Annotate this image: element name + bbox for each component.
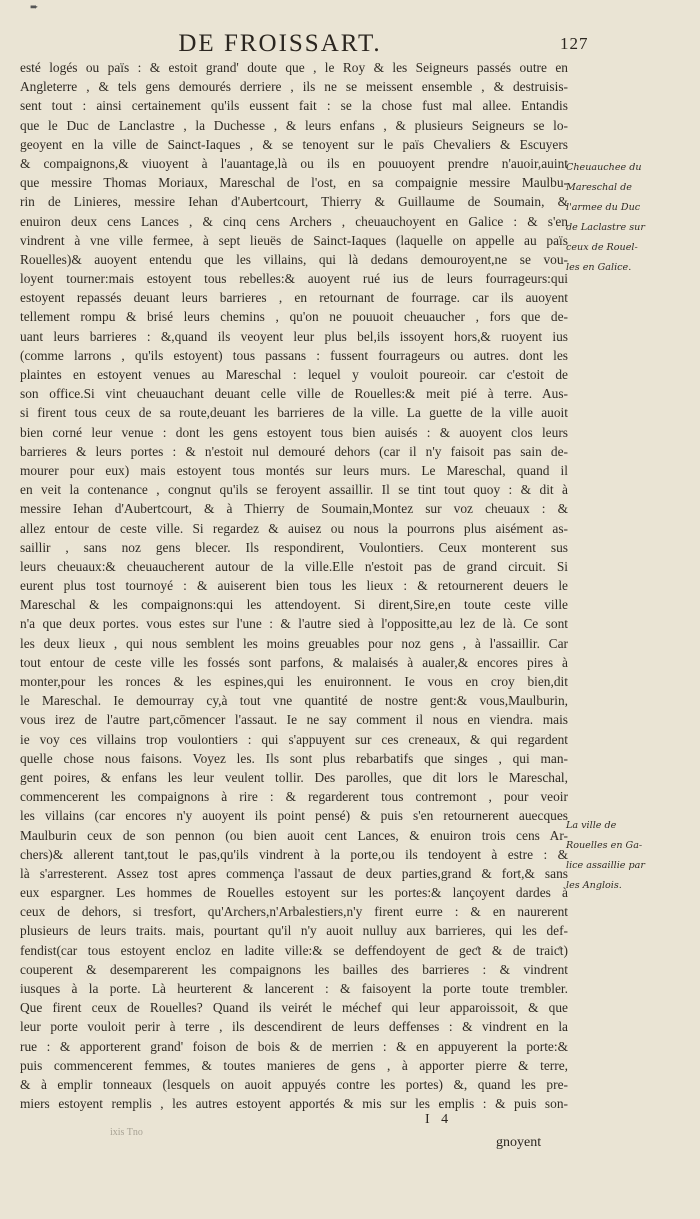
text-line: rin de Linieres, messire Iehan d'Aubertcourt, Thierry & Guillaume de Soumain, &	[20, 194, 568, 210]
text-line: que le Duc de Lanclastre , la Duchesse , & leurs enfans , & plusieurs Seigneurs se lo-	[20, 117, 568, 133]
text-line: quelle chose nous faisons. Voyez les. Ils sont plus rebarbatifs que singes , qui man-	[20, 750, 568, 766]
margin-note-line: l'armee du Duc	[566, 202, 641, 213]
margin-note-line: ceux de Rouel-	[566, 242, 638, 253]
text-line: uant leurs barrieres : &,quand ils veoyent leur plus bel,ils issoyent hors,& ruoyent ius	[20, 328, 568, 344]
margin-note-line: Rouelles en Ga-	[566, 840, 643, 851]
text-line: ie voy ces villains trop voulontiers : qui s'appuyent sur ces creneaux, & qui regardent	[20, 731, 568, 747]
margin-note-line: de Laclastre sur	[566, 222, 645, 233]
text-line: loyent tourner:mais estoyent tous rebelles:& auoyent rué ius de leurs fourrageurs:qui	[20, 271, 568, 287]
text-line: (comme larrons , qu'ils estoyent) tous passans : fussent fourrageurs ou autres. dont les	[20, 347, 568, 363]
text-line: miers estoyent remplis , les autres estoyent apportés & mis sur les emplis : & puis son-	[20, 1096, 568, 1112]
margin-note-line: La ville de	[566, 820, 617, 831]
margin-note-line: Mareschal de	[566, 182, 632, 193]
text-line: sent tout : ainsi certainement qu'ils eussent fait : se la chose fust mal allee. Entandis	[20, 98, 568, 114]
text-line: gent poires, & enfans les leur veulent tollir. Des parolles, que dit lors le Mareschal,	[20, 769, 568, 785]
text-line: saillir , sans noz gens blecer. Ils respondirent, Voulontiers. Ceux monterent sus	[20, 539, 568, 555]
text-line: plusieurs de leurs traits. mais, pourtant qu'il n'y auoit nulluy aux barrieres, qui les def-	[20, 923, 568, 939]
text-line: le Mareschal. Ie demourray cy,à tout vne quantité de nostre gent:& vous,Maulburin,	[20, 693, 568, 709]
text-line: commencerent les compaignons à rire : & regarderent tous contremont , pour veoir	[20, 789, 568, 805]
text-line: plaintes en estoyent venues au Mareschal : lequel y vouloit poureoir. car c'estoit de	[20, 367, 568, 382]
margin-note-line: les Anglois.	[566, 880, 622, 891]
text-line: enuiron deux cens Lances , & cinq cens Archers , cheuauchoyent en Galice : & s'en	[20, 213, 568, 229]
corner-mark: ➨	[30, 2, 39, 13]
text-line: geoyent en la ville de Sainct-Iaques , & se tenoyent sur le païs Chevaliers & Escuyers	[20, 136, 568, 152]
text-line: esté logés ou païs : & estoit grand' doute que , le Roy & les Seigneurs passés outre en	[20, 60, 568, 75]
text-line: & compaignons,& viuoyent à l'auantage,là ou ils en pouuoyent prendre n'auoir,auint	[20, 155, 568, 171]
text-line: allez entour de ceste ville. Si regardez & auisez ou nous la pourrons plus aisément as-	[20, 520, 568, 536]
text-line: vous irez de l'autre part,cōmencer l'assaut. Ie ne say comment il nous en viendra. mais	[20, 712, 568, 728]
margin-note-cheuauchee	[566, 158, 686, 278]
text-line: barrieres & leurs portes : & n'estoit nul demouré dehors (car il n'y faisoit pas sain de-	[20, 443, 568, 459]
page-number: 127	[560, 34, 589, 53]
text-line: chers)& allerent tant,tout le pas,qu'ils vindrent à la porte,ou ils tendoyent à estre : &	[20, 846, 568, 862]
text-line: les deux lieux , qui nous semblent les moins greuables pour noz gens , à l'assaillir. Car	[20, 635, 568, 651]
body-text	[20, 58, 568, 1113]
margin-note-rouelles	[566, 816, 686, 896]
running-head: DE FROISSART.	[178, 30, 382, 57]
text-line: si firent tous ceux de sa route,deuant les barrieres de la ville. La guette de la ville auoit	[20, 405, 568, 421]
text-line: eux espargner. Les hommes de Rouelles estoyent sur les portes:& lançoyent dardes à	[20, 885, 568, 901]
margin-note-line: lice assaillie par	[566, 860, 645, 871]
text-line: eurent plus tost tournoyé : & auiserent bien tous les lieux : & retournerent deuers le	[20, 578, 568, 594]
text-line: tout entour de ceste ville les fossés sont parfons, & malaisés à aualer,& encores pires à	[20, 654, 568, 670]
text-line: leurs cheuaux:& cheuaucherent autour de la ville.Elle n'estoit pas de grand circuit. Si	[20, 558, 568, 574]
text-line: puis commencerent femmes, & toutes manieres de gens , à apporter pierre & terre,	[20, 1057, 568, 1073]
text-line: là s'arresterent. Assez tost apres commença l'assaut de deux parties,grand & fort,& sans	[20, 865, 568, 881]
margin-note-line: Cheuauchee du	[566, 162, 642, 173]
text-line: iusques à la porte. Là heurterent & lancerent : & faisoyent la porte toute trembler.	[20, 981, 568, 996]
text-line: messire Iehan d'Aubertcourt, & à Thierry de Soumain,Montez sur voz cheuaux : &	[20, 501, 568, 517]
text-line: son office.Si vint cheuauchant deuant celle ville de Rouelles:& meit pié à terre. Aus-	[20, 386, 568, 402]
text-line: fendist(car tous estoyent encloz en ladite ville:& se deffendoyent de geƈt & de traiƈt)	[20, 942, 568, 958]
text-line: en veit la contenance , congnut qu'ils se feroyent assaillir. Il se tint tout quoy : & dit à	[20, 482, 568, 498]
bleed-through-text: ixis Tno	[110, 1127, 143, 1138]
text-line: & à emplir tonneaux (lesquels on auoit appuyés contre les portes) &, quand les pre-	[20, 1076, 568, 1092]
catchword: gnoyent	[496, 1135, 542, 1150]
text-line: Rouelles)& auoyent entendu que les villains, qui là dedans demouroyent,ne se vou-	[20, 251, 568, 267]
text-line: les villains (car encores n'y auoyent ils point pensé) & puis s'en retournerent auecques	[20, 808, 568, 824]
text-line: bien corné leur venue : dont les gens estoyent tous bien auisés : & auoyent clos leurs	[20, 424, 568, 440]
text-line: n'a que deux portes. vous estes sur l'une : & l'autre sied à l'oppositte,au lez de là. Ce sont	[20, 616, 568, 632]
text-line: monter,pour les ronces & les espines,qui les enuironnent. Ie vous en croy bien,dit	[20, 674, 568, 689]
text-line: Maulburin ceux de son pennon (ou bien auoit cent Lances, & enuiron trois cens Ar-	[20, 827, 568, 843]
text-line: que messire Thomas Moriaux, Mareschal de l'ost, en sa compaignie messire Maulbu-	[20, 175, 568, 191]
text-line: leur porte vouloit perir à terre , ils descendirent de leurs deffenses : & vindrent en la	[20, 1019, 568, 1035]
text-line: rue : & apporterent grand' foison de bois & de merrien : & en appuyerent la porte:&	[20, 1038, 568, 1054]
signature-mark: I 4	[425, 1112, 453, 1127]
text-line: ceux de dehors, si tresfort, qu'Archers,n'Arbalestiers,n'y firent eurre : & en naurerent	[20, 904, 568, 920]
text-line: vindrent à vne ville fermee, à sept lieuës de Sainct-Iaques (laquelle on appelle au païs	[20, 232, 568, 248]
text-line: tellement rompu & brisé leurs chemins , qu'on ne pouuoit cheuaucher , fors que de-	[20, 309, 568, 325]
margin-note-line: les en Galice.	[566, 262, 632, 273]
text-line: Que firent ceux de Rouelles? Quand ils veirét le méchef qui leur apparoissoit, & que	[20, 1000, 568, 1016]
text-line: Mareschal & les compaignons:qui les attendoyent. Si dirent,Sire,en toute ceste ville	[20, 597, 568, 613]
text-line: Angleterre , & tels gens demourés derriere , ils ne se meissent ensemble , & destruisis-	[20, 79, 568, 95]
text-line: mourer pour eux) mais estoyent tous montés sur leurs murs. Le Mareschal, quand il	[20, 462, 568, 478]
text-line: couperent & desemparerent les compaignons les bailles des barrieres : & vindrent	[20, 961, 568, 977]
text-line: estoyent repassés deuant leurs barrieres , en retournant de fourrage. car ils auoyent	[20, 290, 568, 306]
